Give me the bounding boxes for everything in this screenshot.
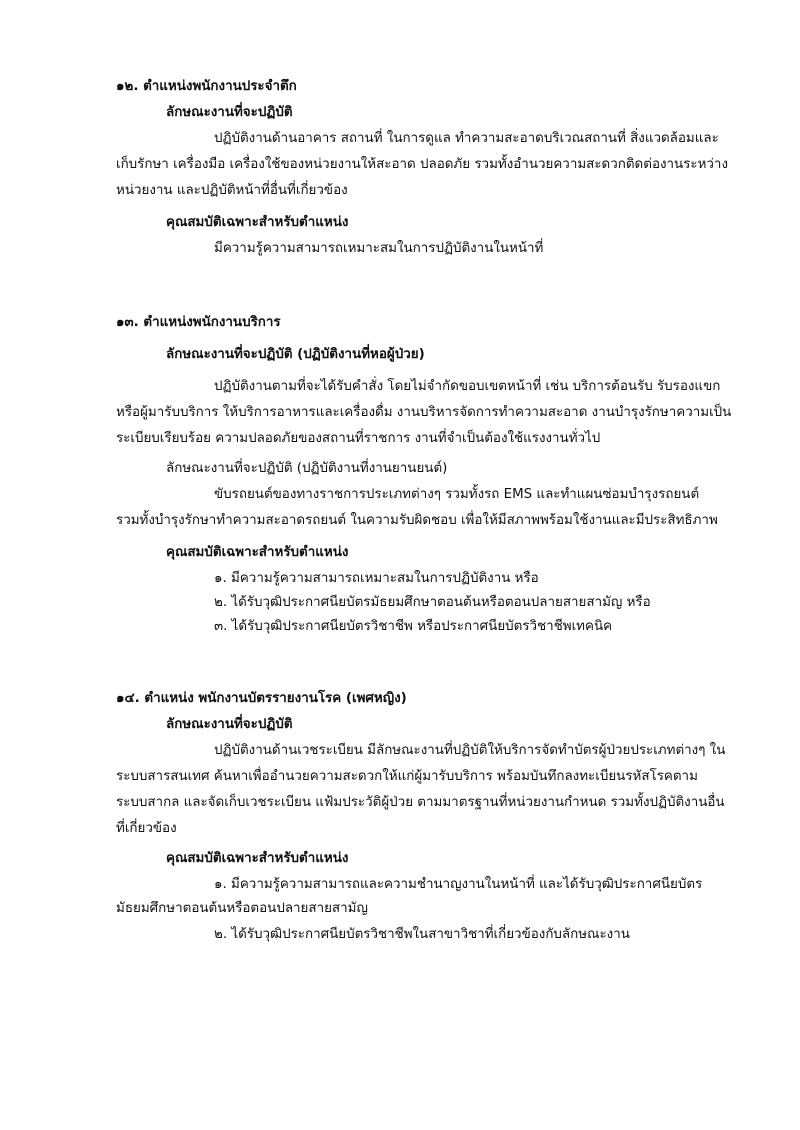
section-12-duty-line-2: เก็บรักษา เครื่องมือ เครื่องใช้ของหน่วยงานให้สะอาด ปลอดภัย รวมทั้งอำนวยความสะดวกติดต่องานระหว่าง — [116, 157, 728, 172]
section-13-duty-heading-vehicle: ลักษณะงานที่จะปฏิบัติ (ปฏิบัติงานที่งานยานยนต์) — [166, 461, 448, 476]
section-14-duty-heading: ลักษณะงานที่จะปฏิบัติ — [166, 717, 293, 732]
section-14-heading: ๑๔. ตำแหน่ง พนักงานบัตรรายงานโรค (เพศหญิง) — [116, 691, 407, 706]
section-14-duty-line-2: ระบบสารสนเทศ ค้นหาเพื่ออำนวยความสะดวกให้แก่ผู้มารับบริการ พร้อมบันทึกลงทะเบียนรหัสโรคตาม — [116, 769, 698, 784]
section-13-duty-heading-ward: ลักษณะงานที่จะปฏิบัติ (ปฏิบัติงานที่หอผู้ป่วย) — [166, 347, 425, 362]
section-12-qualification-heading: คุณสมบัติเฉพาะสำหรับตำแหน่ง — [166, 215, 349, 230]
section-13-ward-duty-line-1: ปฏิบัติงานตามที่จะได้รับคำสั่ง โดยไม่จำกัดขอบเขตหน้าที่ เช่น บริการต้อนรับ รับรองแขก — [214, 379, 721, 394]
section-13-qualification-item-1: ๑. มีความรู้ความสามารถเหมาะสมในการปฏิบัติงาน หรือ — [214, 571, 539, 586]
section-14-qualification-heading: คุณสมบัติเฉพาะสำหรับตำแหน่ง — [166, 851, 349, 866]
section-14-duty-line-1: ปฏิบัติงานด้านเวชระเบียน มีลักษณะงานที่ปฏิบัติให้บริการจัดทำบัตรผู้ป่วยประเภทต่างๆ ใน — [214, 743, 726, 758]
section-13-qualification-heading: คุณสมบัติเฉพาะสำหรับตำแหน่ง — [166, 545, 349, 560]
section-13-heading: ๑๓. ตำแหน่งพนักงานบริการ — [116, 315, 281, 330]
section-14-duty-line-4: ที่เกี่ยวข้อง — [116, 821, 177, 836]
section-14-qualification-item-2: ๒. ได้รับวุฒิประกาศนียบัตรวิชาชีพในสาขาวิชาที่เกี่ยวข้องกับลักษณะงาน — [214, 927, 630, 942]
section-12-heading: ๑๒. ตำแหน่งพนักงานประจำตึก — [116, 79, 297, 94]
section-13-qualification-item-2: ๒. ได้รับวุฒิประกาศนียบัตรมัธยมศึกษาตอนต้นหรือตอนปลายสายสามัญ หรือ — [214, 595, 651, 610]
section-13-qualification-item-3: ๓. ได้รับวุฒิประกาศนียบัตรวิชาชีพ หรือประกาศนียบัตรวิชาชีพเทคนิค — [214, 619, 613, 634]
section-14-qualification-item-1: ๑. มีความรู้ความสามารถและความชำนาญงานในหน้าที่ และได้รับวุฒิประกาศนียบัตร — [214, 877, 703, 892]
section-13-vehicle-duty-line-2: รวมทั้งบำรุงรักษาทำความสะอาดรถยนต์ ในความรับผิดชอบ เพื่อให้มีสภาพพร้อมใช้งานและมีประสิทธิภาพ — [116, 513, 718, 528]
section-14-duty-line-3: ระบบสากล และจัดเก็บเวชระเบียน แฟ้มประวัติผู้ป่วย ตามมาตรฐานที่หน่วยงานกำหนด รวมทั้งปฏิบัติงานอื่น — [116, 795, 725, 810]
section-12-duty-heading: ลักษณะงานที่จะปฏิบัติ — [166, 105, 293, 120]
section-14-qualification-item-1-continued: มัธยมศึกษาตอนต้นหรือตอนปลายสายสามัญ — [116, 901, 368, 916]
section-13-vehicle-duty-line-1: ขับรถยนต์ของทางราชการประเภทต่างๆ รวมทั้งรถ EMS และทำแผนซ่อมบำรุงรถยนต์ — [214, 487, 700, 502]
section-12-qualification-text: มีความรู้ความสามารถเหมาะสมในการปฏิบัติงานในหน้าที่ — [214, 241, 544, 256]
section-12-duty-line-1: ปฏิบัติงานด้านอาคาร สถานที่ ในการดูแล ทำความสะอาดบริเวณสถานที่ สิ่งแวดล้อมและ — [214, 131, 719, 146]
section-12-duty-line-3: หน่วยงาน และปฏิบัติหน้าที่อื่นที่เกี่ยวข้อง — [116, 183, 348, 198]
section-13-ward-duty-line-3: ระเบียบเรียบร้อย ความปลอดภัยของสถานที่ราชการ งานที่จำเป็นต้องใช้แรงงานทั่วไป — [116, 431, 601, 446]
section-13-ward-duty-line-2: หรือผู้มารับบริการ ให้บริการอาหารและเครื่องดื่ม งานบริหารจัดการทำความสะอาด งานบำรุงรักษาความเป็น — [116, 405, 732, 420]
